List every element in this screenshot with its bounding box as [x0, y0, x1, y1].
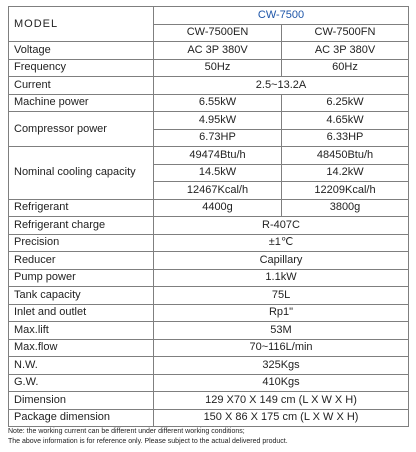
spec-sheet	[8, 6, 408, 427]
note-reference-only: The above information is for reference only. Please subject to the actual delivered product.	[8, 438, 288, 445]
voltage-label: Voltage	[9, 42, 154, 60]
frequency-fn: 60Hz	[282, 59, 409, 77]
inlet-outlet-label: Inlet and outlet	[9, 304, 154, 322]
note-working-current: Note: the working current can be different under different working conditions;	[8, 428, 245, 435]
voltage-fn: AC 3P 380V	[282, 42, 409, 60]
pump-power-label: Pump power	[9, 269, 154, 287]
frequency-row	[9, 59, 409, 77]
dimension-value: 129 X70 X 149 cm (L X W X H)	[154, 392, 409, 410]
max-flow-row	[9, 339, 409, 357]
refrigerant-charge-row	[9, 217, 409, 235]
current-label: Current	[9, 77, 154, 95]
voltage-en: AC 3P 380V	[154, 42, 282, 60]
precision-label: Precision	[9, 234, 154, 252]
reducer-label: Reducer	[9, 252, 154, 270]
refrigerant-charge-value: R-407C	[154, 217, 409, 235]
inlet-outlet-value: Rp1"	[154, 304, 409, 322]
max-lift-label: Max.lift	[9, 322, 154, 340]
current-value: 2.5~13.2A	[154, 77, 409, 95]
gw-label: G.W.	[9, 374, 154, 392]
nw-label: N.W.	[9, 357, 154, 375]
max-flow-value: 70~116L/min	[154, 339, 409, 357]
tank-capacity-row	[9, 287, 409, 305]
nw-row	[9, 357, 409, 375]
current-row	[9, 77, 409, 95]
pump-power-value: 1.1kW	[154, 269, 409, 287]
cooling-capacity-en-btu: 49474Btu/h	[154, 147, 282, 165]
nw-value: 325Kgs	[154, 357, 409, 375]
machine-power-label: Machine power	[9, 94, 154, 112]
cooling-capacity-en-kcal: 12467Kcal/h	[154, 182, 282, 200]
spec-table	[8, 6, 409, 427]
pump-power-row	[9, 269, 409, 287]
reducer-row	[9, 252, 409, 270]
refrigerant-fn: 3800g	[282, 199, 409, 217]
compressor-power-en-hp: 6.73HP	[154, 129, 282, 147]
dimension-label: Dimension	[9, 392, 154, 410]
package-dimension-label: Package dimension	[9, 409, 154, 427]
machine-power-row	[9, 94, 409, 112]
compressor-power-fn-kw: 4.65kW	[282, 112, 409, 130]
machine-power-fn: 6.25kW	[282, 94, 409, 112]
tank-capacity-label: Tank capacity	[9, 287, 154, 305]
model-row	[9, 7, 409, 25]
footnotes	[8, 427, 412, 447]
cooling-capacity-en-kw: 14.5kW	[154, 164, 282, 182]
refrigerant-row	[9, 199, 409, 217]
model-name: CW-7500	[154, 7, 409, 25]
refrigerant-en: 4400g	[154, 199, 282, 217]
package-dimension-value: 150 X 86 X 175 cm (L X W X H)	[154, 409, 409, 427]
compressor-power-en-kw: 4.95kW	[154, 112, 282, 130]
refrigerant-label: Refrigerant	[9, 199, 154, 217]
voltage-row	[9, 42, 409, 60]
cooling-capacity-fn-kcal: 12209Kcal/h	[282, 182, 409, 200]
gw-row	[9, 374, 409, 392]
frequency-en: 50Hz	[154, 59, 282, 77]
reducer-value: Capillary	[154, 252, 409, 270]
cooling-capacity-fn-btu: 48450Btu/h	[282, 147, 409, 165]
cooling-capacity-row	[9, 147, 409, 165]
frequency-label: Frequency	[9, 59, 154, 77]
max-lift-value: 53M	[154, 322, 409, 340]
max-lift-row	[9, 322, 409, 340]
model-label: MODEL	[9, 7, 154, 42]
refrigerant-charge-label: Refrigerant charge	[9, 217, 154, 235]
variant-fn: CW-7500FN	[282, 24, 409, 42]
precision-value: ±1℃	[154, 234, 409, 252]
machine-power-en: 6.55kW	[154, 94, 282, 112]
max-flow-label: Max.flow	[9, 339, 154, 357]
compressor-power-row	[9, 112, 409, 130]
tank-capacity-value: 75L	[154, 287, 409, 305]
inlet-outlet-row	[9, 304, 409, 322]
variant-en: CW-7500EN	[154, 24, 282, 42]
compressor-power-fn-hp: 6.33HP	[282, 129, 409, 147]
dimension-row	[9, 392, 409, 410]
package-dimension-row	[9, 409, 409, 427]
gw-value: 410Kgs	[154, 374, 409, 392]
compressor-power-label: Compressor power	[9, 112, 154, 147]
cooling-capacity-label: Nominal cooling capacity	[9, 147, 154, 200]
precision-row	[9, 234, 409, 252]
cooling-capacity-fn-kw: 14.2kW	[282, 164, 409, 182]
